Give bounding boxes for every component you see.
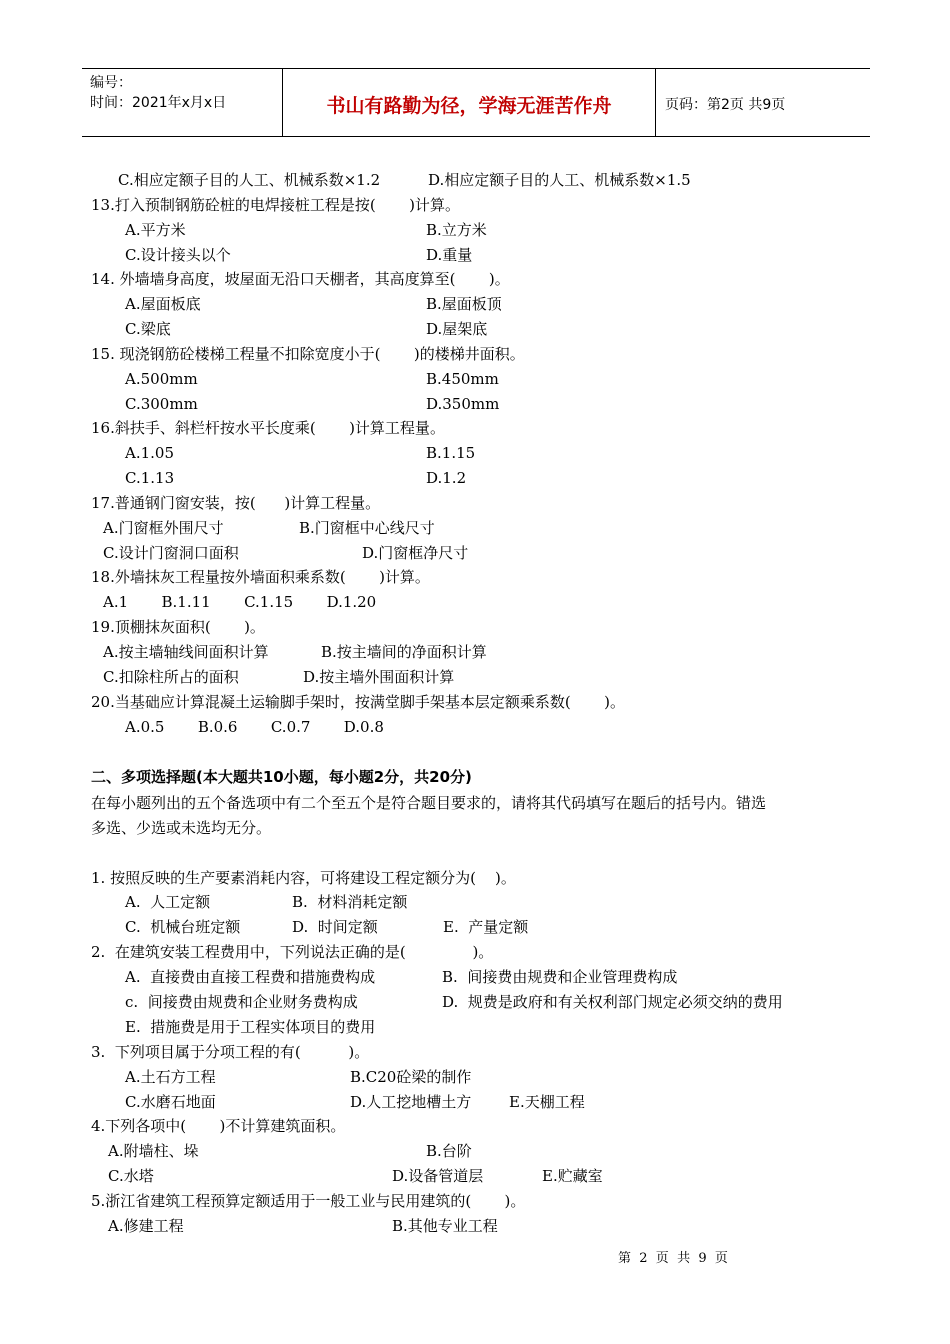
text-line: 1. 按照反映的生产要素消耗内容，可将建设工程定额分为( )。 — [91, 869, 516, 887]
text-line: D.屋架底 — [426, 320, 488, 338]
text-line: C.1.13 — [125, 469, 175, 487]
text-line: B. 间接费由规费和企业管理费构成 — [442, 968, 678, 986]
section-instruction-line2: 多选、少选或未选均无分。 — [91, 819, 272, 837]
text-line: 18.外墙抹灰工程量按外墙面积乘系数( )计算。 — [91, 568, 430, 586]
text-line: A.1 B.1.11 C.1.15 D.1.20 — [103, 593, 377, 611]
text-line: B.门窗框中心线尺寸 — [299, 519, 435, 537]
text-line: D.重量 — [426, 246, 473, 264]
text-line: A.平方米 — [125, 221, 186, 239]
text-line: D.1.2 — [426, 469, 467, 487]
text-line: B.屋面板顶 — [426, 295, 502, 313]
text-line: C.梁底 — [125, 320, 171, 338]
page-footer: 第 2 页 共 9 页 — [618, 1251, 728, 1266]
text-line: E.天棚工程 — [509, 1093, 585, 1111]
text-line: C.设计接头以个 — [125, 246, 231, 264]
page-info: 页码：第2页 共9页 — [665, 97, 786, 113]
text-line: A.屋面板底 — [125, 295, 201, 313]
text-line: B.台阶 — [426, 1142, 472, 1160]
section-instruction-line1: 在每小题列出的五个备选项中有二个至五个是符合题目要求的，请将其代码填写在题后的括号内。错选 — [91, 794, 767, 812]
text-line: 3. 下列项目属于分项工程的有( )。 — [91, 1043, 370, 1061]
text-line: 5.浙江省建筑工程预算定额适用于一般工业与民用建筑的( )。 — [91, 1192, 526, 1210]
text-line: C.相应定额子目的人工、机械系数×1.2 — [118, 171, 381, 189]
text-line: A.门窗框外围尺寸 — [103, 519, 224, 537]
text-line: 17.普通钢门窗安装，按( )计算工程量。 — [91, 494, 381, 512]
text-line: A.修建工程 — [108, 1217, 184, 1235]
text-line: A. 人工定额 — [125, 893, 211, 911]
text-line: B.1.15 — [426, 444, 476, 462]
text-line: D.人工挖地槽土方 — [350, 1093, 472, 1111]
time-label: 时间：2021年x月x日 — [90, 95, 227, 111]
motto: 书山有路勤为径，学海无涯苦作舟 — [326, 95, 612, 117]
text-line: B. 材料消耗定额 — [292, 893, 408, 911]
text-line: B.C20砼梁的制作 — [350, 1068, 472, 1086]
text-line: D. 时间定额 — [292, 918, 378, 936]
text-line: 20.当基础应计算混凝土运输脚手架时，按满堂脚手架基本层定额乘系数( )。 — [91, 693, 625, 711]
text-line: A.1.05 — [125, 444, 174, 462]
text-line: A.附墙柱、垛 — [108, 1142, 199, 1160]
text-line: A.按主墙轴线间面积计算 — [103, 643, 269, 661]
page-header — [82, 68, 870, 137]
text-line: E.贮藏室 — [542, 1167, 603, 1185]
text-line: D.门窗框净尺寸 — [362, 544, 469, 562]
text-line: 15. 现浇钢筋砼楼梯工程量不扣除宽度小于( )的楼梯井面积。 — [91, 345, 525, 363]
text-line: C. 机械台班定额 — [125, 918, 241, 936]
text-line: A.土石方工程 — [125, 1068, 216, 1086]
header-motto-cell — [282, 69, 656, 136]
text-line: B.其他专业工程 — [392, 1217, 498, 1235]
text-line: C.水塔 — [108, 1167, 154, 1185]
text-line: c. 间接费由规费和企业财务费构成 — [125, 993, 358, 1011]
text-line: 2. 在建筑安装工程费用中，下列说法正确的是( )。 — [91, 943, 494, 961]
section-title: 二、多项选择题(本大题共10小题，每小题2分，共20分) — [91, 768, 472, 786]
text-line: D.设备管道层 — [392, 1167, 484, 1185]
text-line: A.0.5 B.0.6 C.0.7 D.0.8 — [125, 718, 384, 736]
text-line: C.水磨石地面 — [125, 1093, 216, 1111]
text-line: C.扣除柱所占的面积 — [103, 668, 239, 686]
text-line: C.设计门窗洞口面积 — [103, 544, 239, 562]
text-line: D.相应定额子目的人工、机械系数×1.5 — [428, 171, 691, 189]
text-line: 4.下列各项中( )不计算建筑面积。 — [91, 1117, 346, 1135]
text-line: E. 措施费是用于工程实体项目的费用 — [125, 1018, 376, 1036]
text-line: D.350mm — [426, 395, 500, 413]
header-page-cell — [655, 69, 870, 136]
text-line: B.450mm — [426, 370, 499, 388]
text-line: B.立方米 — [426, 221, 487, 239]
text-line: A.500mm — [125, 370, 198, 388]
text-line: D.按主墙外围面积计算 — [303, 668, 455, 686]
text-line: B.按主墙间的净面积计算 — [321, 643, 487, 661]
text-line: 14. 外墙墙身高度，坡屋面无沿口天棚者，其高度算至( )。 — [91, 270, 510, 288]
text-line: 13.打入预制钢筋砼桩的电焊接桩工程是按( )计算。 — [91, 196, 460, 214]
code-label: 编号： — [90, 75, 132, 91]
text-line: 16.斜扶手、斜栏杆按水平长度乘( )计算工程量。 — [91, 419, 445, 437]
header-meta — [82, 69, 282, 136]
text-line: 19.顶棚抹灰面积( )。 — [91, 618, 265, 636]
text-line: C.300mm — [125, 395, 198, 413]
text-line: E. 产量定额 — [443, 918, 529, 936]
text-line: A. 直接费由直接工程费和措施费构成 — [125, 968, 376, 986]
text-line: D. 规费是政府和有关权利部门规定必须交纳的费用 — [442, 993, 783, 1011]
